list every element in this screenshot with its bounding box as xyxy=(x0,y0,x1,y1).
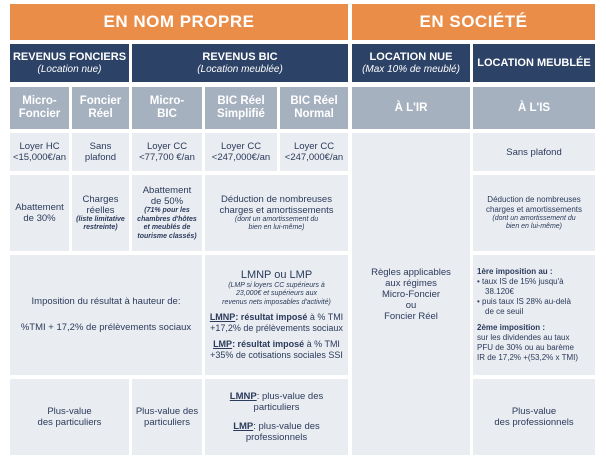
regime-a-lis: À L'IS xyxy=(473,87,595,129)
charges-micro-bic: Abattement de 50% (71% pour les chambres d'hôtes et meublés de tourisme classés) xyxy=(132,175,202,251)
regime-foncier-reel: Foncier Réel xyxy=(72,87,129,129)
regime-micro-foncier: Micro- Foncier xyxy=(10,87,69,129)
header-societe xyxy=(352,4,595,40)
imposition-bic-reel: LMNP ou LMP (LMP si loyers CC supérieurs à 23,000€ et supérieurs aux revenus nets imposables d'activité) LMNP: résultat imposé à % TMI +17,2% de prélèvements sociaux LMP: résultat imposé à % TMI +35% de cotisations sociales SSI xyxy=(205,255,348,375)
charges-foncier-reel: Charges réelles (liste limitative restreinte) xyxy=(72,175,129,251)
plafond-foncier-reel: Sans plafond xyxy=(72,133,129,171)
ir-rules-cell: Règles applicables aux régimes Micro-Foncier ou Foncier Réel xyxy=(352,133,470,455)
imposition-nom-propre: Imposition du résultat à hauteur de: %TMI + 17,2% de prélèvements sociaux xyxy=(10,255,202,375)
plafond-bic-reel-simplifie: Loyer CC <247,000€/an xyxy=(205,133,277,171)
plusvalue-foncier: Plus-value des particuliers xyxy=(10,379,129,455)
subheader-location-meublee xyxy=(473,44,595,82)
regime-a-lir: À L'IR xyxy=(352,87,470,129)
regime-bic-reel-simplifie: BIC Réel Simplifié xyxy=(205,87,277,129)
header-nom-propre-label: EN NOM PROPRE xyxy=(103,12,255,31)
revenus-bic-title: REVENUS BIC xyxy=(202,51,278,63)
location-meublee-title: LOCATION MEUBLÉE xyxy=(477,56,591,69)
charges-micro-foncier: Abattement de 30% xyxy=(10,175,69,251)
plusvalue-micro-bic: Plus-value des particuliers xyxy=(132,379,202,455)
charges-bic-reel: Déduction de nombreuses charges et amortissements (dont un amortissement du bien en lui-même) xyxy=(205,175,348,251)
plusvalue-bic-reel: LMNP: plus-value des particuliers LMP: plus-value des professionnels xyxy=(205,379,348,455)
header-nom-propre xyxy=(10,4,348,40)
revenus-bic-sub: (Location meublée) xyxy=(197,64,283,75)
imposition-is: 1ère imposition au : • taux IS de 15% jusqu'à 38.120€ • puis taux IS 28% au-delà de ce seuil 2ème imposition : sur les dividendes au taux PFU de 30% ou au barème IR de 17,2% +(53,2% x TMI) xyxy=(473,255,595,375)
regime-bic-reel-normal: BIC Réel Normal xyxy=(280,87,348,129)
plafond-micro-bic: Loyer CC <77,700 €/an xyxy=(132,133,202,171)
location-nue-sub: (Max 10% de meublé) xyxy=(362,64,460,75)
subheader-revenus-fonciers xyxy=(10,44,129,82)
subheader-location-nue xyxy=(352,44,470,82)
header-societe-label: EN SOCIÉTÉ xyxy=(419,12,528,31)
plafond-is: Sans plafond xyxy=(473,133,595,171)
revenus-fonciers-sub: (Location nue) xyxy=(37,64,102,75)
regime-micro-bic: Micro- BIC xyxy=(132,87,202,129)
subheader-revenus-bic xyxy=(132,44,348,82)
location-nue-title: LOCATION NUE xyxy=(369,51,453,63)
plafond-bic-reel-normal: Loyer CC <247,000€/an xyxy=(280,133,348,171)
plusvalue-is: Plus-value des professionnels xyxy=(473,379,595,455)
revenus-fonciers-title: REVENUS FONCIERS xyxy=(12,51,127,63)
charges-is: Déduction de nombreuses charges et amortissements (dont un amortissement du bien en lui-même) xyxy=(473,175,595,251)
plafond-micro-foncier: Loyer HC <15,000€/an xyxy=(10,133,69,171)
